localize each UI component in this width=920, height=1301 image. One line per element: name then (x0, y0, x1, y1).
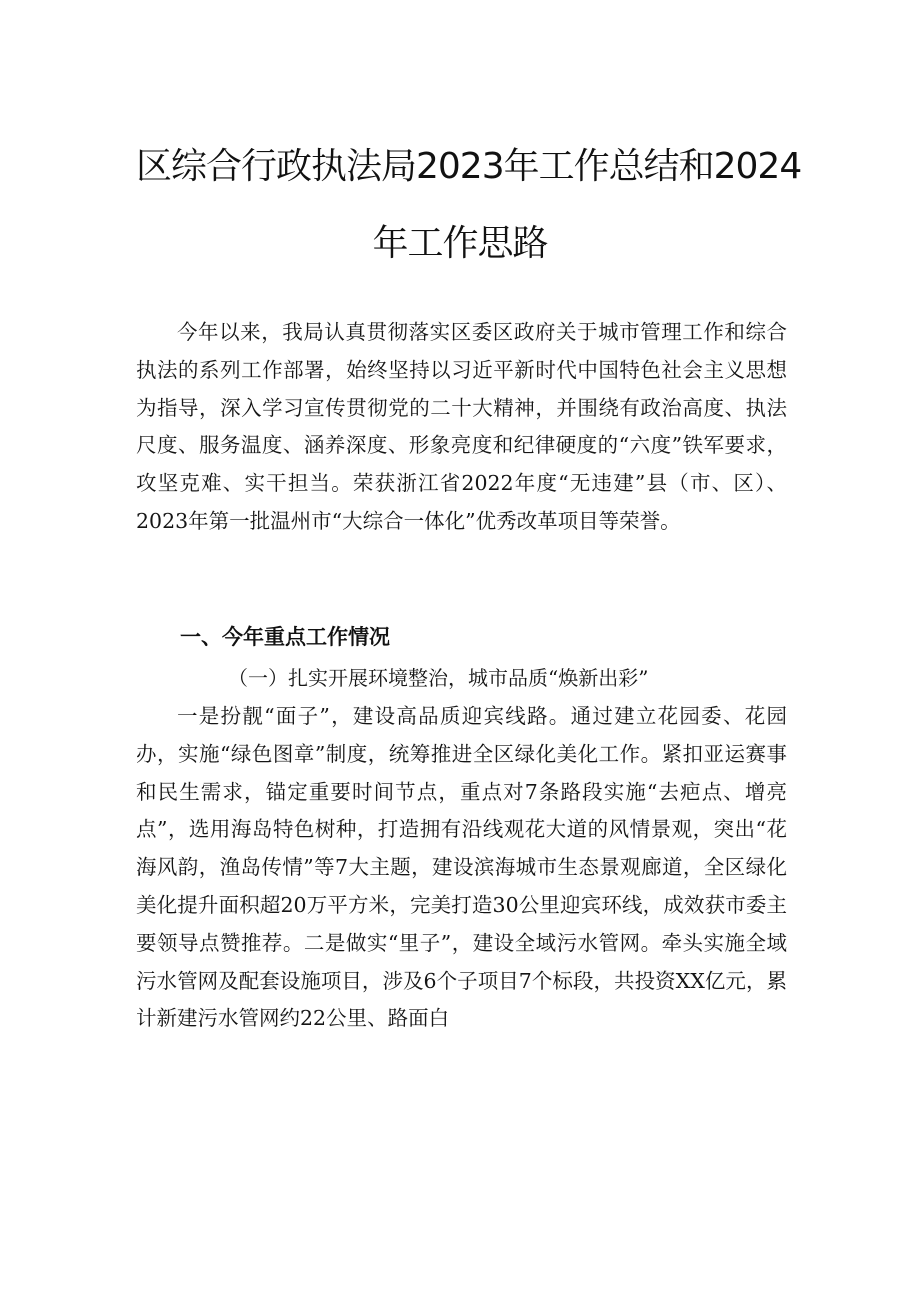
section-heading: 一、今年重点工作情况 (180, 625, 390, 649)
document-title-line-2: 年工作思路 (372, 223, 548, 264)
subsection-heading: （一）扎实开展环境整治，城市品质“焕新出彩” (228, 666, 649, 690)
body-paragraph: 一是扮靓“面子”，建设高品质迎宾线路。通过建立花园委、花园办，实施“绿色图章”制度，统筹推进全区绿化美化工作。紧扣亚运赛事和民生需求，锚定重要时间节点，重点对7条路段实施“去疤点、增亮点”，选用海岛特色树种，打造拥有沿线观花大道的风情景观，突出“花海风韵，渔岛传情”等7大主题，建设滨海城市生态景观廊道，全区绿化美化提升面积超20万平方米，完美打造30公里迎宾环线，成效获市委主要领导点赞推荐。二是做实“里子”，建设全域污水管网。牵头实施全域污水管网及配套设施项目，涉及6个子项目7个标段，共投资XX亿元，累计新建污水管网约22公里、路面白 (136, 704, 787, 1031)
intro-paragraph: 今年以来，我局认真贯彻落实区委区政府关于城市管理工作和综合执法的系列工作部署，始终坚持以习近平新时代中国特色社会主义思想为指导，深入学习宣传贯彻党的二十大精神，并围绕有政治高度、执法尺度、服务温度、涵养深度、形象亮度和纪律硬度的“六度”铁军要求，攻坚克难、实干担当。荣获浙江省2022年度“无违建”县（市、区）、2023年第一批温州市“大综合一体化”优秀改革项目等荣誉。 (136, 320, 787, 533)
document-title-line-1: 区综合行政执法局2023年工作总结和2024 (136, 146, 802, 187)
